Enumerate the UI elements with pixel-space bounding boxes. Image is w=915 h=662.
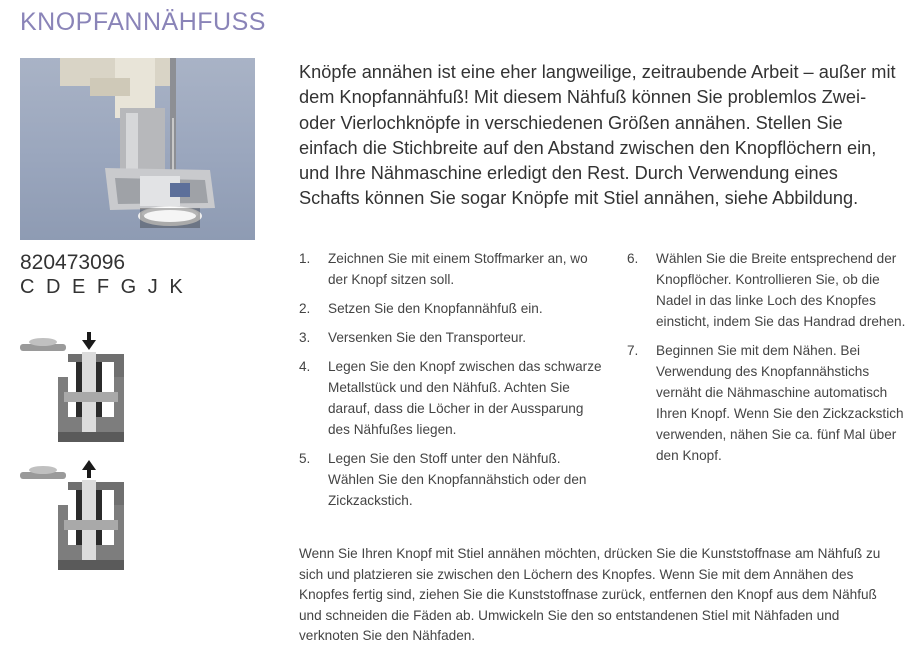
list-item	[299, 356, 604, 440]
step-text: Legen Sie den Knopf zwischen das schwarze Metallstück und den Nähfuß. Achten Sie darauf, dass die Löcher in der Aussparung des Nähfußes liegen.	[328, 359, 602, 437]
step-text: Setzen Sie den Knopfannähfuß ein.	[328, 301, 543, 316]
list-item	[299, 327, 604, 348]
outro-paragraph: Wenn Sie Ihren Knopf mit Stiel annähen möchten, drücken Sie die Kunststoffnase am Nähfuß zu sich und platzieren sie zwischen den Löchern des Knopfes. Wenn Sie mit dem Annähen des Knopfes fertig sind, ziehen Sie die Kunststoffnase zurück, entfernen den Knopf aus dem Nähfuß und schneiden die Fäden ab. Umwickeln Sie den so entstandenen Stiel mit Nähfaden und verknoten Sie den Nähfaden.	[299, 546, 881, 644]
step-text: Legen Sie den Stoff unter den Nähfuß. Wählen Sie den Knopfannähstich oder den Zickzackstich.	[328, 451, 587, 508]
step-number: 1.	[299, 251, 311, 266]
step-number: 4.	[299, 359, 311, 374]
intro-paragraph: Knöpfe annähen ist eine eher langweilige, zeitraubende Arbeit – außer mit dem Knopfannähfuß! Mit diesem Nähfuß können Sie problemlos Zwei- oder Vierlochknöpfe in verschiedenen Größen annähen. Stellen Sie einfach die Stichbreite auf den Abstand zwischen den Knopflöchern ein, und Ihre Nähmaschine erledigt den Rest. Durch Verwendung eines Schafts können Sie sogar Knöpfe mit Stiel annähen, siehe Abbildung.	[299, 62, 896, 209]
step-number: 7.	[627, 343, 639, 358]
list-item	[627, 248, 915, 332]
steps-list-right	[627, 248, 915, 474]
step-number: 3.	[299, 330, 311, 345]
diagram-button-placement	[18, 332, 124, 452]
list-item	[627, 340, 915, 466]
page-title: KNOPFANNÄHFUSS	[20, 8, 266, 36]
article-number: 820473096	[20, 251, 126, 274]
step-number: 5.	[299, 451, 311, 466]
presser-foot-illustration	[20, 58, 255, 240]
step-text: Wählen Sie die Breite entsprechend der Knopflöcher. Kontrollieren Sie, ob die Nadel in das linke Loch des Knopfes einsticht, indem Sie das Handrad drehen.	[656, 251, 906, 329]
list-item	[299, 248, 604, 290]
step-number: 2.	[299, 301, 311, 316]
steps-list-left	[299, 248, 604, 519]
list-item	[299, 448, 604, 511]
list-item	[299, 298, 604, 319]
step-text: Zeichnen Sie mit einem Stoffmarker an, wo der Knopf sitzen soll.	[328, 251, 588, 287]
step-number: 6.	[627, 251, 639, 266]
presser-foot-photo	[20, 58, 255, 240]
step-text: Beginnen Sie mit dem Nähen. Bei Verwendung des Knopfannähstichs vernäht die Nähmaschine automatisch Ihren Knopf. Wenn Sie den Zickzackstich verwenden, nähen Sie ca. fünf Mal über den Knopf.	[656, 343, 904, 463]
diagram-button-release	[18, 458, 124, 578]
step-text: Versenken Sie den Transporteur.	[328, 330, 526, 345]
compatibility-codes: C D E F G J K	[20, 276, 186, 298]
